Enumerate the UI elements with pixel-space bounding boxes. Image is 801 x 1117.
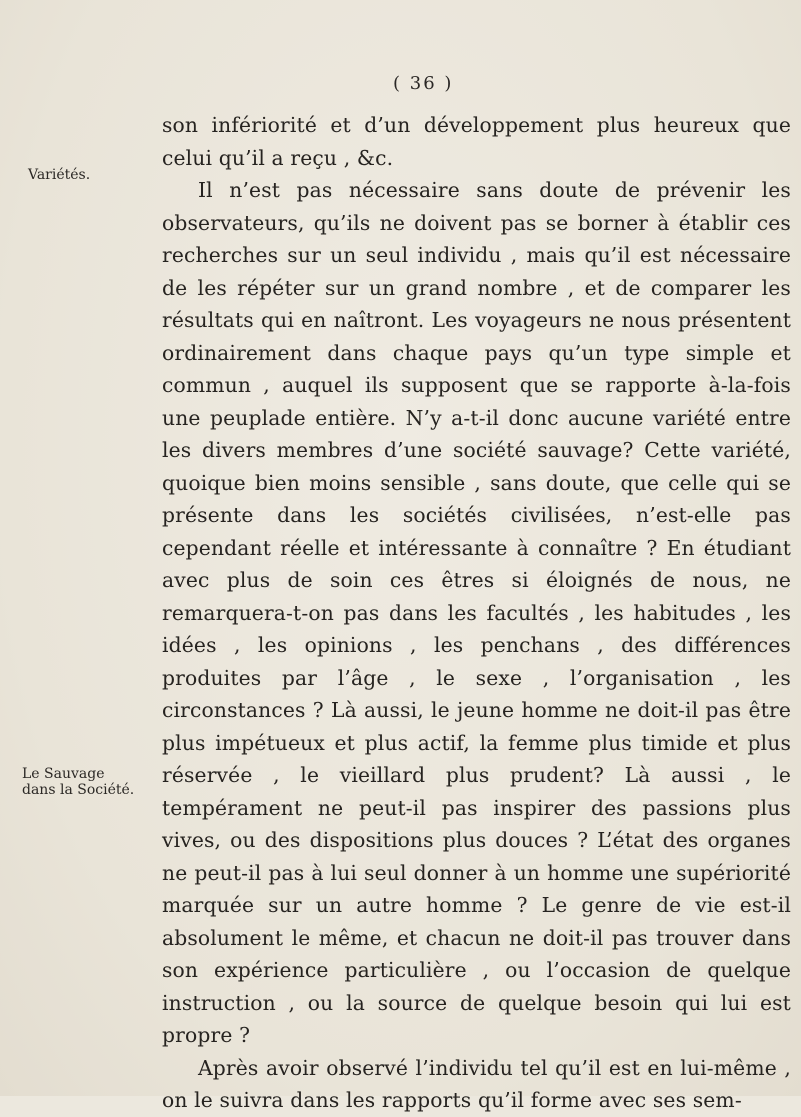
margin-note-varietes: Variétés. xyxy=(28,167,91,183)
paragraph-3: Après avoir observé l’individu tel qu’il est en lui-même , on le suivra dans les rapports qu’il forme avec ses sem- xyxy=(162,1055,791,1112)
paragraph-1: son infériorité et d’un développement plus heureux que celui qu’il a reçu , &c. xyxy=(162,113,791,170)
page-number: ( 36 ) xyxy=(393,73,454,94)
paragraph-2: Il n’est pas nécessaire sans doute de prévenir les observateurs, qu’ils ne doivent pas se borner à établir ces recherches sur un seul individu , mais qu’il est nécessaire de les répéter sur un grand nombre , et de comparer les résultats qui en naîtront. Les voyageurs ne nous présentent ordinairement dans chaque pays qu’un type simple et commun , auquel ils supposent que se rapporte à-la-fois une peuplade entière. N’y a-t-il donc aucune variété entre les divers membres d’une société sauvage? Cette variété, quoique bien moins sensible , sans doute, que celle qui se présente dans les sociétés civilisées, n’est-elle pas cependant réelle et intéressante à connaître ? En étudiant avec plus de soin ces êtres si éloignés de nous, ne remarquera-t-on pas dans les facultés , les habitudes , les idées , les opinions , les penchans , des différences produites par l’âge , le sexe , l’organisation , les circonstances ? Là aussi, le jeune homme ne doit-il pas être plus impétueux et plus actif, la femme plus timide et plus réservée , le vieillard plus prudent? Là aussi , le tempérament ne peut-il pas inspirer des passions plus vives, ou des dispositions plus douces ? L’état des organes ne peut-il pas à lui seul donner à un homme une supériorité marquée sur un autre homme ? Le genre de vie est-il absolument le même, et chacun ne doit-il pas trouver dans son expérience particulière , ou l’occasion de quelque instruction , ou la source de quelque besoin qui lui est propre ? xyxy=(162,178,791,1047)
body-text xyxy=(162,109,791,1117)
margin-note-sauvage: Le Sauvage dans la Société. xyxy=(22,766,135,798)
